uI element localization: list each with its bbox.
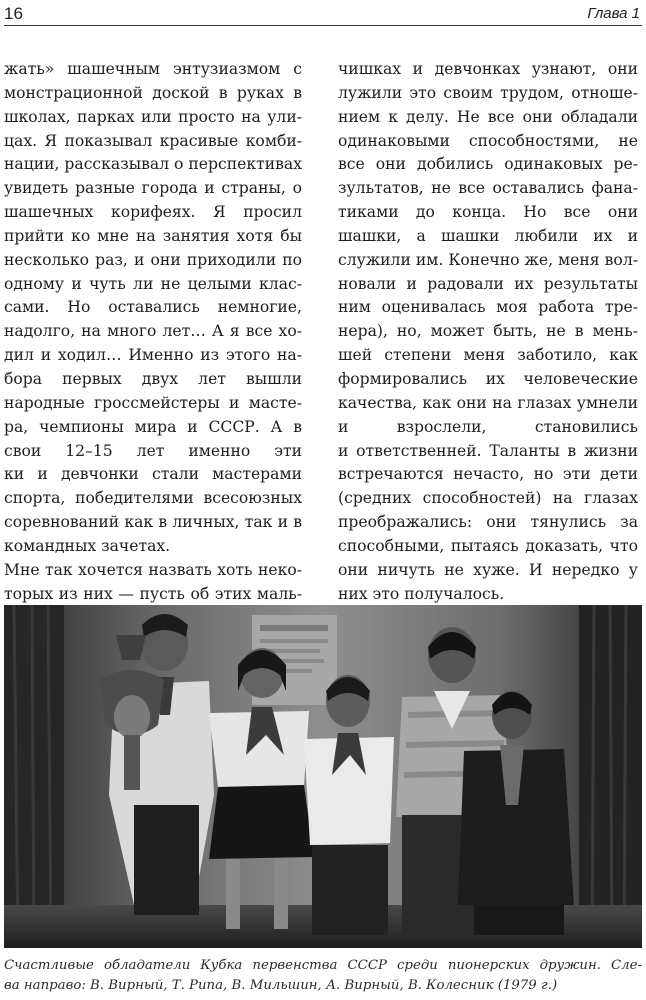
text-line: чишках и девчонках узнают, они [338,60,638,78]
text-line: надолго, на много лет… А я все хо- [4,322,302,341]
text-line: все они добились одинаковых ре- [338,155,638,174]
text-line: монстрационной доской в руках в [4,83,302,102]
text-line: народные гроссмейстеры и масте- [4,393,302,412]
text-line: соревнований как в личных, так и в [4,513,302,532]
left-text-column [4,58,302,606]
text-line: одному и чуть ли не целыми клас- [4,274,302,293]
text-line: командных зачетах. [4,536,171,555]
text-line: служили им. Конечно же, меня вол- [338,250,638,269]
text-line: Мне так хочется назвать хоть неко- [4,560,302,579]
photo-image [4,605,642,948]
text-line: одинаковыми способностями, не [338,131,638,150]
chapter-title: Глава 1 [587,5,640,22]
text-line: цах. Я показывал красивые комби- [4,131,302,150]
text-line: встречаются нечасто, но эти дети [338,465,638,484]
photo-caption [4,956,642,996]
page-number: 16 [4,4,23,23]
text-line: и взрослели, становились [338,417,638,436]
text-line: способными, пытаясь доказать, что [338,536,638,555]
text-line: зультатов, не все оставались фана- [338,179,638,198]
text-line: они ничуть не хуже. И нередко у [338,560,638,579]
text-line: ним оценивалась моя работа тре- [338,298,638,317]
text-line: преображались: они тянулись за [338,513,638,532]
text-line: школах, парках или просто на ули- [4,107,302,126]
text-line: формировались их человеческие [338,369,638,388]
text-line: ра, чемпионы мира и СССР. А в [4,417,302,436]
page-header [0,0,646,26]
text-line: новали и радовали их результаты [338,274,638,293]
header-rule [4,25,642,26]
text-line: нера), но, может быть, не в мень- [338,322,638,341]
text-line: тиками до конца. Но все они [338,203,638,222]
caption-line: Счастливые обладатели Кубка первенства СССР среди пионерских дружин. Сле- [4,958,642,973]
text-line: и ответственней. Таланты в жизни [338,441,638,460]
text-line: свои 12–15 лет именно эти [4,441,302,460]
text-line: торых из них — пусть об этих маль- [4,584,302,603]
text-line: несколько раз, и они приходили по [4,250,302,269]
caption-line: ва направо: В. Вирный, Т. Рипа, В. Мильшин, А. Вирный, В. Колесник (1979 г.) [4,978,558,993]
text-line: шашечных корифеях. Я просил [4,203,302,222]
text-line: качества, как они на глазах умнели [338,393,638,412]
text-line: шашки, а шашки любили их и [338,226,638,245]
text-line: нием к делу. Не все они обладали [338,107,638,126]
text-line: жать» шашечным энтузиазмом с [4,60,302,78]
text-line: увидеть разные города и страны, о [4,179,302,198]
text-line: ки и девчонки стали мастерами [4,465,302,484]
text-line: дил и ходил… Именно из этого на- [4,346,302,365]
text-line: лужили это своим трудом, отноше- [338,83,638,102]
right-text-column [338,58,638,606]
group-photo [4,605,642,948]
text-line: (средних способностей) на глазах [338,489,638,508]
text-line: сами. Но оставались немногие, [4,298,302,317]
text-line: нации, рассказывал о перспективах [4,155,302,174]
text-line: спорта, победителями всесоюзных [4,489,302,508]
text-line: бора первых двух лет вышли [4,369,302,388]
text-line: них это получалось. [338,584,505,603]
text-line: шей степени меня заботило, как [338,346,638,365]
text-line: прийти ко мне на занятия хотя бы [4,226,302,245]
